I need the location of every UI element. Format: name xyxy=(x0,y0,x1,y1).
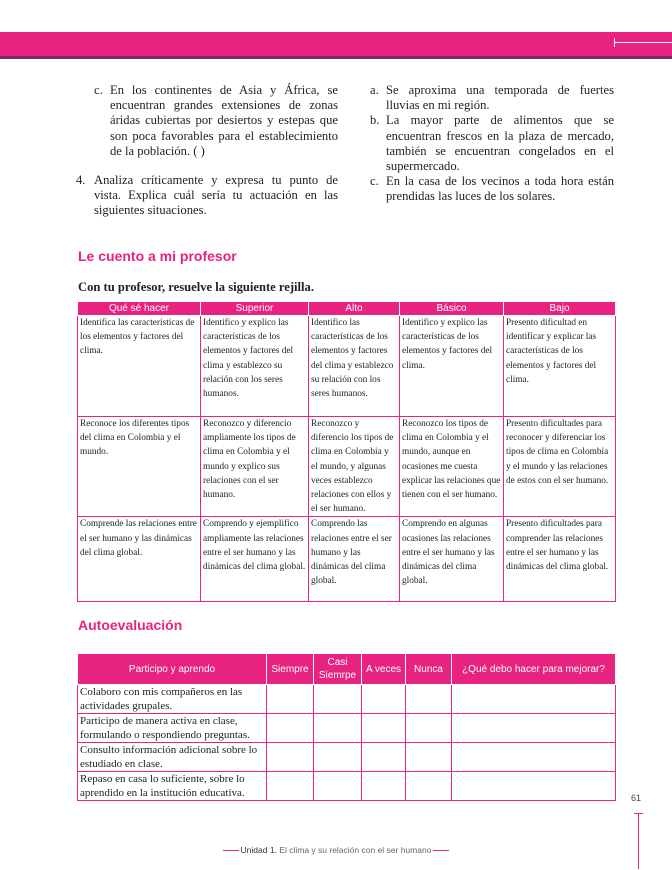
checkbox-a-veces[interactable] xyxy=(362,685,406,714)
left-column xyxy=(76,83,338,219)
self-eval-header-cell: A veces xyxy=(362,654,406,685)
rubric-cell: Presento dificultad en identificar y explicar las características de los elementos y factores del clima. xyxy=(504,316,616,417)
situation-item-c xyxy=(370,174,614,204)
rubric-cell: Identifico las características de los elementos y factores del clima y establezco su relación con los seres humanos. xyxy=(309,316,400,417)
self-eval-row xyxy=(78,772,616,801)
self-eval-header-row xyxy=(78,654,616,685)
footer-unit-title: El clima y su relación con el ser humano xyxy=(276,845,432,855)
checkbox-siempre[interactable] xyxy=(267,714,314,743)
self-eval-header-cell: ¿Qué debo hacer para mejorar? xyxy=(452,654,616,685)
section-title-profesor: Le cuento a mi profesor xyxy=(78,248,237,264)
item-marker: c. xyxy=(94,83,103,97)
rubric-cell: Reconozco y diferencio los tipos de clima en Colombia y el mundo, y algunas veces establezco relaciones con ellos y el ser humano. xyxy=(309,417,400,517)
rubric-cell: Identifica las características de los elementos y factores del clima. xyxy=(78,316,201,417)
footer-rule-right xyxy=(433,850,449,851)
header-bar xyxy=(0,32,672,56)
item-text: Se aproxima una temporada de fuertes lluvias en mi región. xyxy=(386,83,614,113)
item-text: En la casa de los vecinos a toda hora están prendidas las luces de los solares. xyxy=(386,174,614,204)
checkbox-siempre[interactable] xyxy=(267,685,314,714)
footer-unit-label: Unidad 1. xyxy=(240,845,277,855)
item-marker: c. xyxy=(370,174,379,189)
rubric-row xyxy=(78,316,616,417)
rubric-row xyxy=(78,517,616,602)
rubric-cell: Comprendo las relaciones entre el ser humano y las dinámicas del clima global. xyxy=(309,517,400,602)
self-eval-statement: Participo de manera activa en clase, formulando o respondiendo preguntas. xyxy=(78,714,267,743)
rubric-cell: Comprendo y ejemplifico ampliamente las relaciones entre el ser humano y las dinámicas del clima global. xyxy=(201,517,309,602)
self-eval-statement: Repaso en casa lo suficiente, sobre lo aprendido en la institución educativa. xyxy=(78,772,267,801)
rubric-header-cell: Básico xyxy=(400,302,504,316)
rubric-cell: Presento dificultades para reconocer y diferenciar los tipos de clima en Colombia y el mundo y las relaciones de estos con el ser humano. xyxy=(504,417,616,517)
checkbox-a-veces[interactable] xyxy=(362,714,406,743)
self-evaluation-table xyxy=(77,653,616,801)
checkbox-nunca[interactable] xyxy=(406,714,452,743)
situation-item-a xyxy=(370,83,614,113)
self-eval-header-cell: Participo y aprendo xyxy=(78,654,267,685)
self-eval-row xyxy=(78,685,616,714)
checkbox-casi-siempre[interactable] xyxy=(314,714,362,743)
rubric-header-cell: Bajo xyxy=(504,302,616,316)
rubric-header-row xyxy=(78,302,616,316)
checkbox-casi-siempre[interactable] xyxy=(314,743,362,772)
checkbox-nunca[interactable] xyxy=(406,685,452,714)
section-title-autoevaluacion: Autoevaluación xyxy=(78,617,183,633)
situation-item-b xyxy=(370,113,614,174)
header-tick xyxy=(614,38,615,47)
question-item-4 xyxy=(76,173,338,219)
checkbox-nunca[interactable] xyxy=(406,772,452,801)
header-subbar xyxy=(0,56,672,59)
self-eval-header-cell: Siempre xyxy=(267,654,314,685)
checkbox-nunca[interactable] xyxy=(406,743,452,772)
page-number: 61 xyxy=(631,793,642,803)
item-marker: b. xyxy=(370,113,380,128)
question-item-c xyxy=(94,83,338,159)
rubric-header-cell: Alto xyxy=(309,302,400,316)
rubric-cell: Reconozco y diferencio ampliamente los tipos de clima en Colombia y el mundo y explico sus relaciones con el ser humano. xyxy=(201,417,309,517)
rubric-cell: Identifico y explico las características de los elementos y factores del clima y establezco su relación con los seres humanos. xyxy=(201,316,309,417)
rubric-cell: Reconozco los tipos de clima en Colombia y el mundo, aunque en ocasiones me cuesta explicar las relaciones que tienen con el ser humano. xyxy=(400,417,504,517)
item-text: La mayor parte de alimentos que se encuentran frescos en la plaza de mercado, también se encuentran congelados en el supermercado. xyxy=(386,113,614,174)
rubric-cell: Comprende las relaciones entre el ser humano y las dinámicas del clima global. xyxy=(78,517,201,602)
item-marker: 4. xyxy=(76,173,86,188)
self-eval-header-cell: Casi Siemrpe xyxy=(314,654,362,685)
checkbox-casi-siempre[interactable] xyxy=(314,772,362,801)
checkbox-siempre[interactable] xyxy=(267,743,314,772)
self-eval-row xyxy=(78,743,616,772)
item-marker: a. xyxy=(370,83,379,97)
rubric-cell: Identifico y explico las características de los elementos y factores del clima. xyxy=(400,316,504,417)
checkbox-casi-siempre[interactable] xyxy=(314,685,362,714)
item-text: Analiza críticamente y expresa tu punto de vista. Explica cuál sería tu actuación en las siguientes situaciones. xyxy=(94,173,338,218)
self-eval-statement: Consulto información adicional sobre lo estudiado en clase. xyxy=(78,743,267,772)
improvement-field[interactable] xyxy=(452,685,616,714)
self-eval-row xyxy=(78,714,616,743)
self-eval-statement: Colaboro con mis compañeros en las actividades grupales. xyxy=(78,685,267,714)
rubric-cell: Comprendo en algunas ocasiones las relaciones entre el ser humano y las dinámicas del clima global. xyxy=(400,517,504,602)
footer xyxy=(0,845,672,855)
rubric-header-cell: Qué sé hacer xyxy=(78,302,201,316)
rubric-cell: Presento dificultades para comprender las relaciones entre el ser humano y las dinámicas del clima global. xyxy=(504,517,616,602)
rubric-cell: Reconoce los diferentes tipos del clima en Colombia y el mundo. xyxy=(78,417,201,517)
self-eval-header-cell: Nunca xyxy=(406,654,452,685)
rubric-table xyxy=(77,301,616,602)
right-column xyxy=(370,83,614,205)
improvement-field[interactable] xyxy=(452,743,616,772)
improvement-field[interactable] xyxy=(452,714,616,743)
checkbox-a-veces[interactable] xyxy=(362,743,406,772)
margin-tick xyxy=(634,813,643,814)
improvement-field[interactable] xyxy=(452,772,616,801)
header-rule xyxy=(614,42,672,43)
footer-rule-left xyxy=(223,850,239,851)
rubric-row xyxy=(78,417,616,517)
rubric-instruction: Con tu profesor, resuelve la siguiente rejilla. xyxy=(78,280,315,294)
checkbox-a-veces[interactable] xyxy=(362,772,406,801)
rubric-header-cell: Superior xyxy=(201,302,309,316)
checkbox-siempre[interactable] xyxy=(267,772,314,801)
margin-rule xyxy=(638,813,639,869)
item-text: En los continentes de Asia y África, se encuentran grandes extensiones de zonas áridas cubiertas por desiertos y estepas que son poca favorables para el establecimiento de la población. ( ) xyxy=(110,83,338,158)
